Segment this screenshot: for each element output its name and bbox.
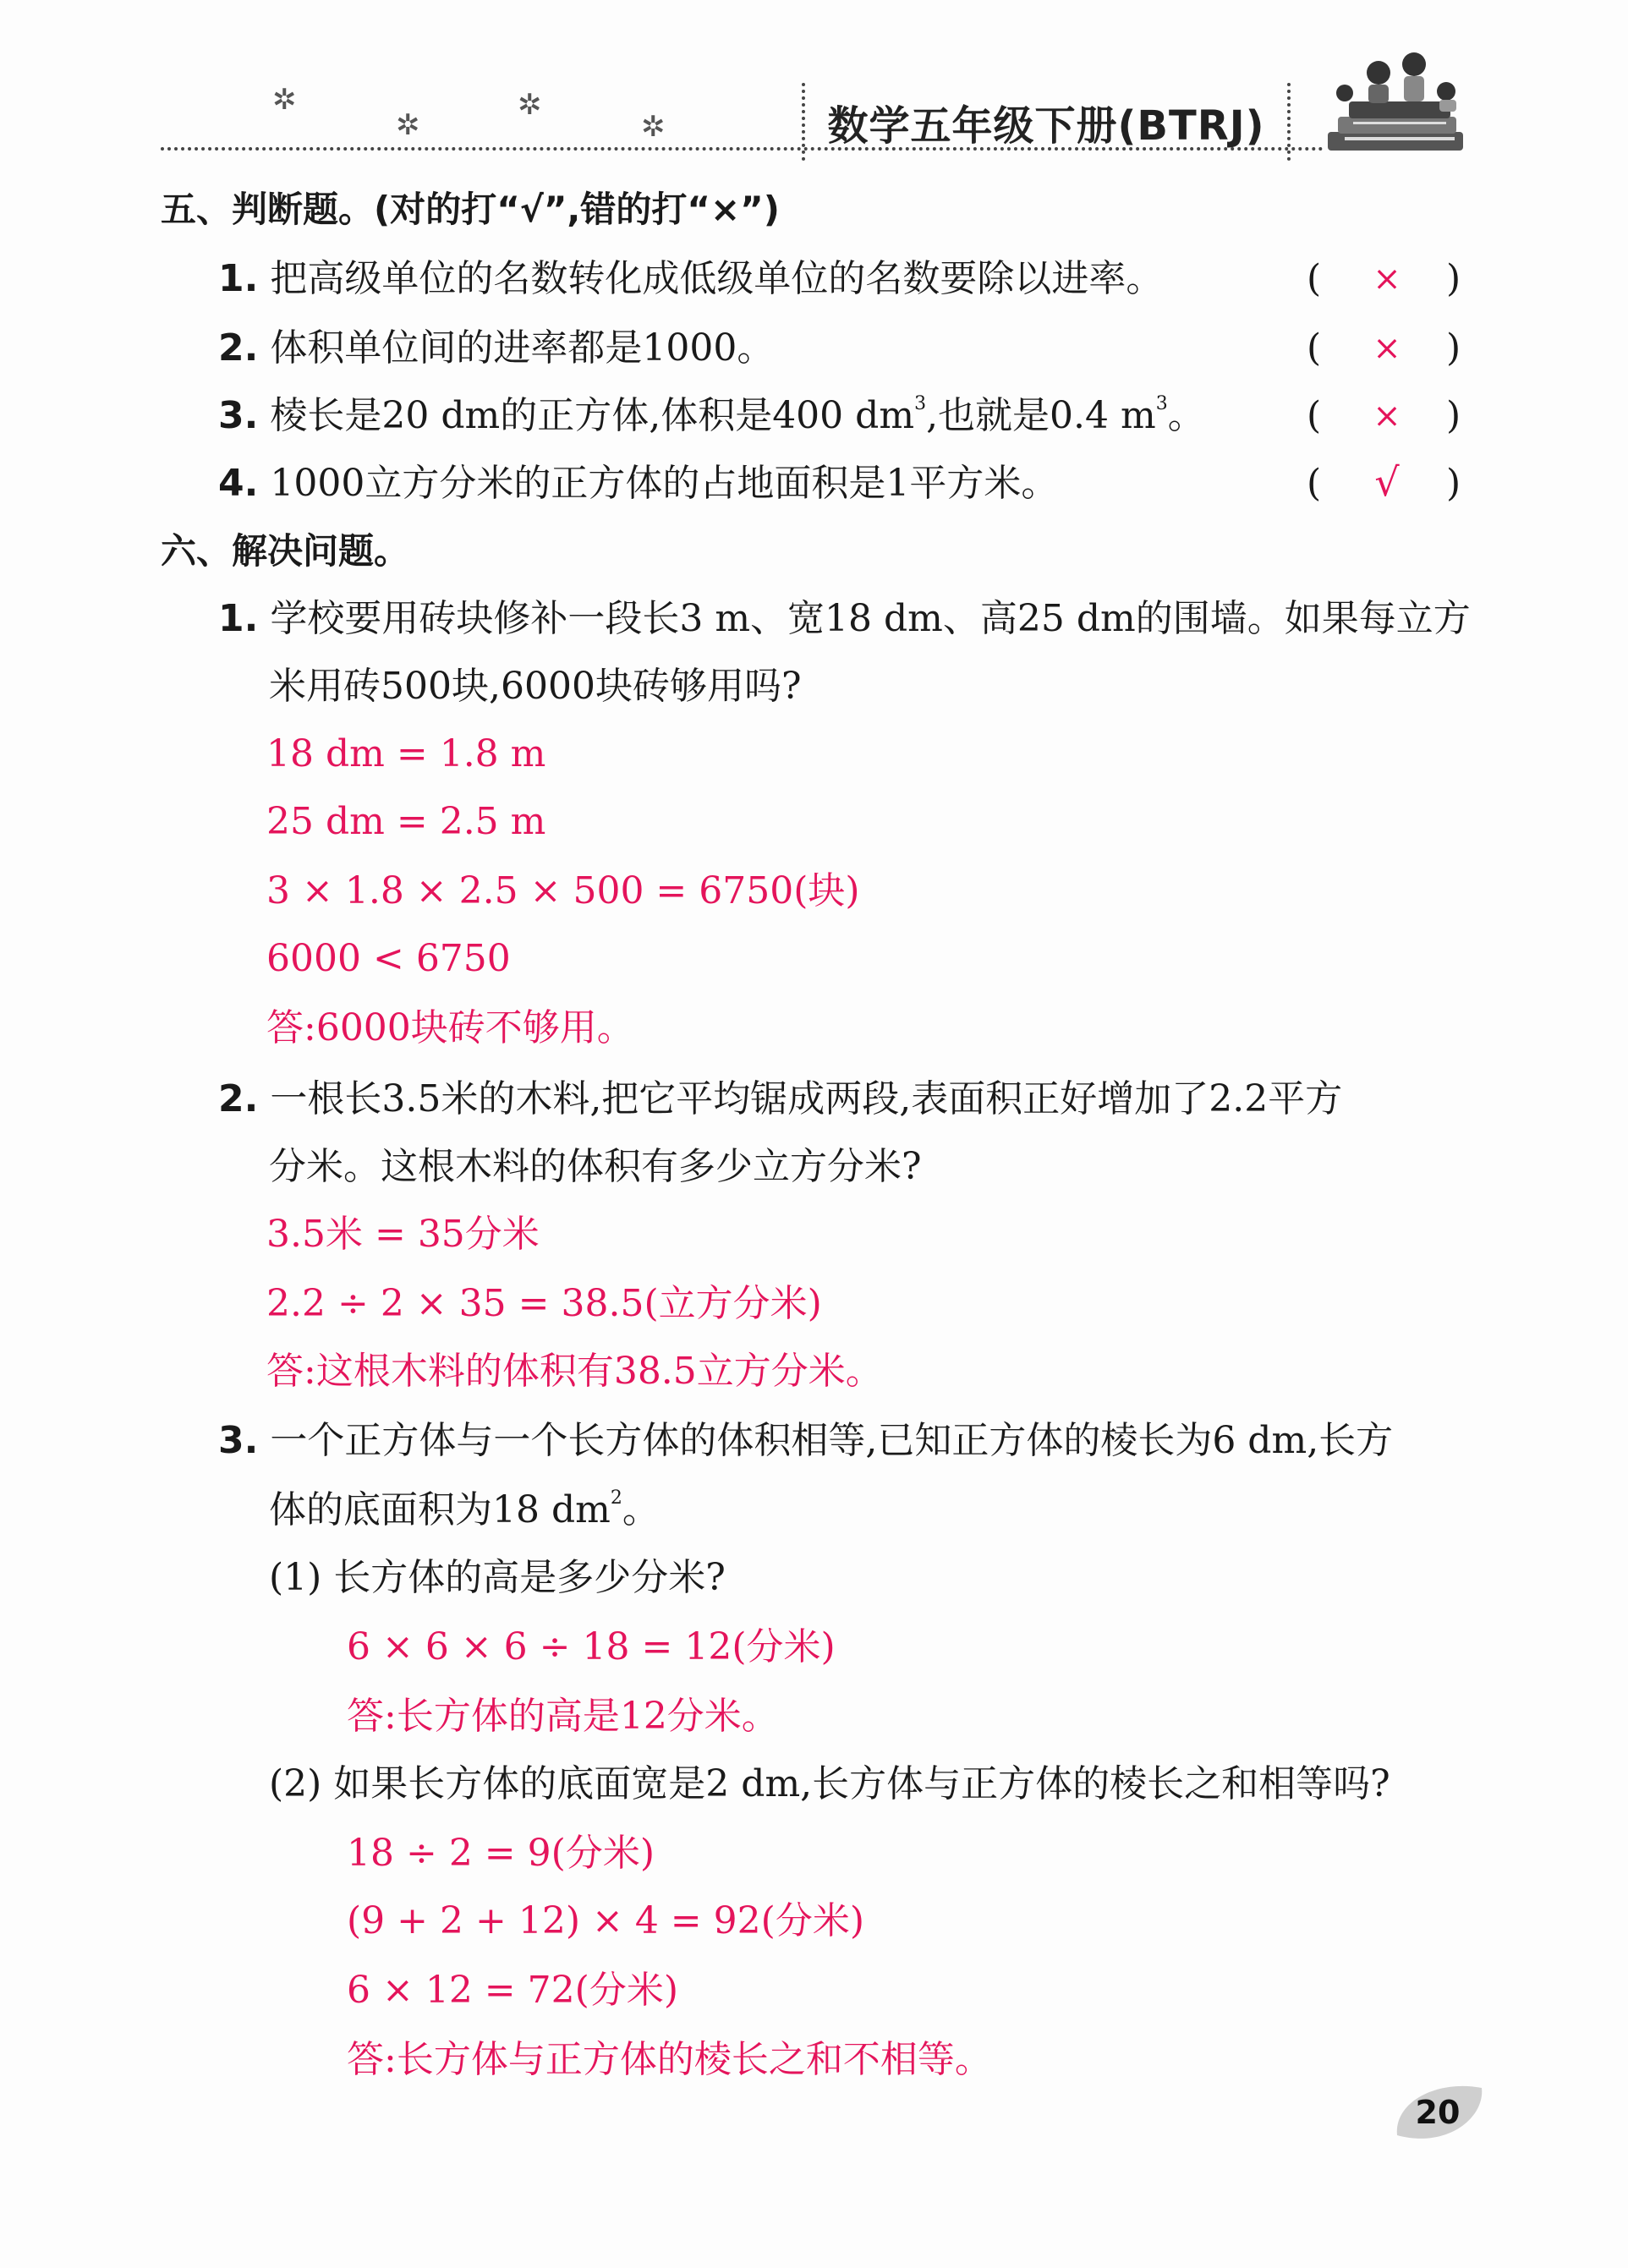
question-text: 学校要用砖块修补一段长3 m、宽18 dm、高25 dm的围墙。如果每立方	[270, 597, 1471, 640]
judge-item-4	[218, 458, 1058, 509]
question-2-line-2: 分米。这根木料的体积有多少立方分米?	[269, 1145, 922, 1188]
answer-step: 2.2 ÷ 2 × 35 = 38.5(立方分米)	[266, 1282, 822, 1325]
answer-conclusion: 答:长方体与正方体的棱长之和不相等。	[347, 2038, 992, 2081]
item-text: 1000立方分米的正方体的占地面积是1平方米。	[270, 462, 1059, 505]
answer-step: 18 dm = 1.8 m	[266, 732, 546, 775]
answer-step: 6 × 6 × 6 ÷ 18 = 12(分米)	[347, 1625, 836, 1668]
question-text: 一个正方体与一个长方体的体积相等,已知正方体的棱长为6 dm,长方	[270, 1419, 1394, 1462]
answer-step: 3 × 1.8 × 2.5 × 500 = 6750(块)	[266, 869, 860, 912]
question-3-line-1	[218, 1416, 1393, 1466]
superscript: 3	[1155, 393, 1168, 414]
question-text: 一根长3.5米的木料,把它平均锯成两段,表面积正好增加了2.2平方	[270, 1077, 1343, 1120]
item-text: 把高级单位的名数转化成低级单位的名数要除以进率。	[270, 257, 1164, 300]
workbook-page: ✲ ✲ ✲ ✲ 数学五年级下册(BTRJ) 五、判断题。(对的打“√”,错的打“×”) 1. 把高级单位的名数转化成低级单位的名数要除以进率。 2. 体积单位间的进率都是1000。 3. 棱长是20 dm的正方体,体积是400 $dm^3$,也就是0.4 $m^3$。 4. 1000立方分米的正方体的占地面积是1平方米。 ( × ) ( × ) ( × ) ( √ ) 六、解决问题。 1. 学校要用砖块修补一段长3 m、宽18 dm、高25 dm的围墙。如果每立方 米用砖500块,6000块砖够用吗? 18 dm = 1.8 m 25 dm = 2.5 m 3 × 1.8 × 2.5 × 500 = 6750(块) 6000 < 6750 答:6000块砖不够用。 2. 一根长3.5米的木料,把它平均锯成两段,表面积正好增加了2.2平方 分米。这根木料的体积有多少立方分米? 3.5米 = 35分米 2.2 ÷ 2 × 35 = 38.5(立方分米) 答:这根木料的体积有38.5立方分米。 3. 一个正方体与一个长方体的体积相等,已知正方体的棱长为6 dm,长方 体的底面积为18 $dm^2$。 (1) 长方体的高是多少分米? 6 × 6 × 6 ÷ 18 = 12(分米) 答:长方体的高是12分米。 (2) 如果长方体的底面宽是2 dm,长方体与正方体的棱长之和相等吗? 18 ÷ 2 = 9(分米) (9 + 2 + 12) × 4 = 92(分米) 6 × 12 = 72(分米) 答:长方体与正方体的棱长之和不相等。 20	[0, 0, 1628, 2268]
star-icon: ✲	[518, 88, 542, 122]
question-number: 3.	[218, 1419, 259, 1462]
judge-item-2	[218, 323, 774, 374]
item-text: 棱长是20 dm的正方体,体积是400 dm	[270, 394, 915, 437]
item-text: ,也就是0.4 m	[926, 394, 1156, 437]
superscript: 3	[914, 393, 927, 414]
sub-question-2: (2) 如果长方体的底面宽是2 dm,长方体与正方体的棱长之和相等吗?	[269, 1762, 1390, 1805]
book-title-box	[802, 83, 1291, 161]
answer-conclusion: 答:这根木料的体积有38.5立方分米。	[266, 1350, 883, 1393]
book-title: 数学五年级下册(BTRJ)	[827, 101, 1265, 150]
answer-conclusion: 答:6000块砖不够用。	[266, 1006, 634, 1049]
check-mark: √	[1374, 459, 1400, 505]
judge-item-1	[218, 254, 1163, 304]
question-3-line-2: 体的底面积为18 $dm^2$。	[269, 1487, 660, 1531]
question-number: 1.	[218, 597, 259, 640]
sub-question-1: (1) 长方体的高是多少分米?	[269, 1556, 726, 1599]
answer-step: (9 + 2 + 12) × 4 = 92(分米)	[347, 1899, 864, 1942]
answer-step: 6 × 12 = 72(分米)	[347, 1969, 678, 2012]
item-number: 1.	[218, 257, 259, 300]
superscript: 2	[610, 1487, 622, 1509]
cross-mark: ×	[1373, 260, 1401, 299]
answer-step: 6000 < 6750	[266, 937, 511, 980]
answer-step: 18 ÷ 2 = 9(分米)	[347, 1832, 655, 1875]
section-6-title: 六、解决问题。	[161, 530, 410, 572]
item-number: 3.	[218, 394, 259, 437]
cross-mark: ×	[1373, 329, 1401, 368]
question-number: 2.	[218, 1077, 259, 1120]
question-1-line-1	[218, 594, 1471, 644]
kids-on-books-icon	[1319, 39, 1480, 166]
answer-step: 25 dm = 2.5 m	[266, 800, 546, 843]
star-icon: ✲	[272, 83, 297, 117]
question-2-line-1	[218, 1074, 1342, 1125]
star-icon: ✲	[396, 108, 420, 142]
cross-mark: ×	[1373, 397, 1401, 436]
answer-step: 3.5米 = 35分米	[266, 1213, 540, 1256]
answer-conclusion: 答:长方体的高是12分米。	[347, 1695, 779, 1738]
page-number-badge	[1387, 2076, 1488, 2149]
item-text: 。	[1167, 394, 1205, 437]
page-number: 20	[1415, 2094, 1461, 2131]
item-number: 4.	[218, 462, 259, 505]
star-icon: ✲	[641, 110, 666, 144]
item-text: 体积单位间的进率都是1000。	[270, 326, 775, 370]
judge-item-3	[218, 391, 1205, 441]
item-number: 2.	[218, 326, 259, 370]
section-5-title: 五、判断题。(对的打“√”,错的打“×”)	[161, 189, 780, 230]
question-1-line-2: 米用砖500块,6000块砖够用吗?	[269, 665, 802, 708]
